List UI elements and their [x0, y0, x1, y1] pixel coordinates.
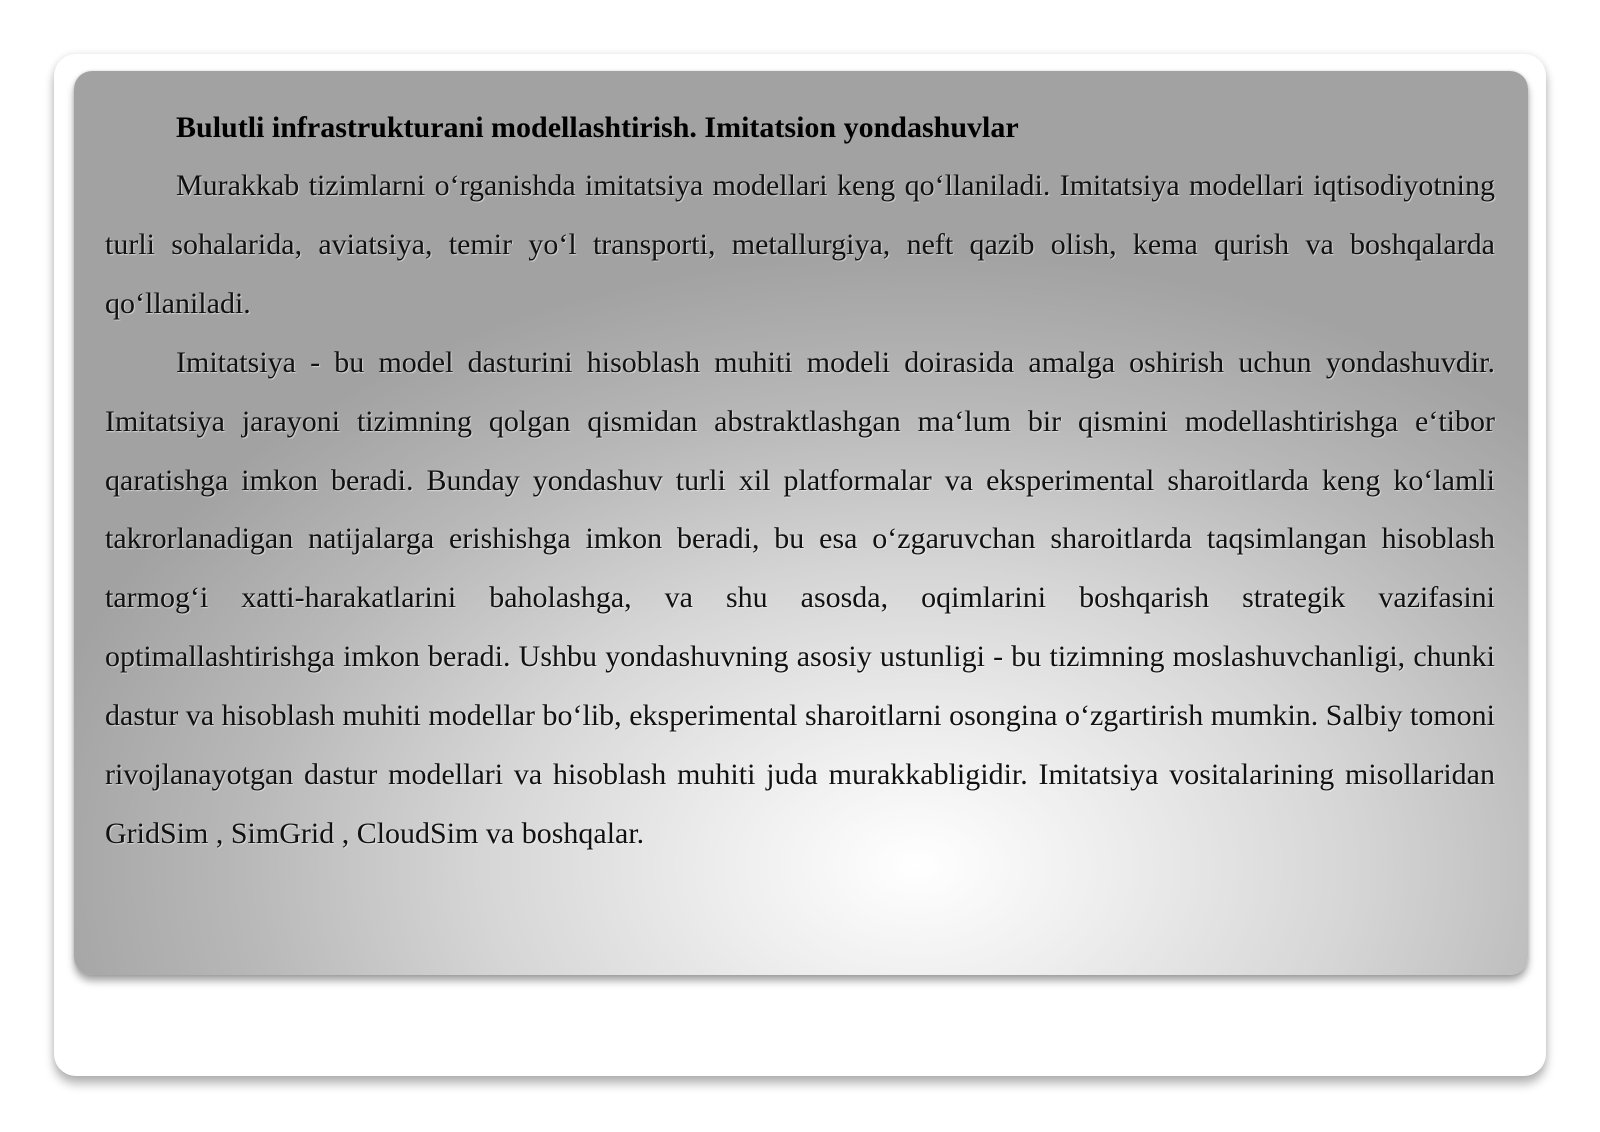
paragraph-intro: Murakkab tizimlarni o‘rganishda imitatsiya modellari keng qo‘llaniladi. Imitatsiya modellari iqtisodiyotning turli sohalarida, aviatsiya, temir yo‘l transporti, metallurgiya, neft qazib olish, kema qurish va boshqalarda qo‘llaniladi.	[105, 169, 1495, 320]
slide-title: Bulutli infrastrukturani modellashtirish. Imitatsion yondashuvlar	[176, 111, 1019, 144]
content-box	[74, 71, 1528, 975]
paragraph-imitation: Imitatsiya - bu model dasturini hisoblash muhiti modeli doirasida amalga oshirish uchun yondashuvdir. Imitatsiya jarayoni tizimning qolgan qismidan abstraktlashgan ma‘lum bir qismini modellashtirishga e‘tibor qaratishga imkon beradi. Bunday yondashuv turli xil platformalar va eksperimental sharoitlarda keng ko‘lamli takrorlanadigan natijalarga erishishga imkon beradi, bu esa o‘zgaruvchan sharoitlarda taqsimlangan hisoblash tarmog‘i xatti-harakatlarini baholashga, va shu asosda, oqimlarini boshqarish strategik vazifasini optimallashtirishga imkon beradi. Ushbu yondashuvning asosiy ustunligi - bu tizimning moslashuvchanligi, chunki dastur va hisoblash muhiti modellar bo‘lib, eksperimental sharoitlarni osongina o‘zgartirish mumkin. Salbiy tomoni rivojlanayotgan dastur modellari va hisoblash muhiti juda murakkabligidir. Imitatsiya vositalarining misollaridan GridSim , SimGrid , CloudSim va boshqalar.	[105, 345, 1495, 850]
